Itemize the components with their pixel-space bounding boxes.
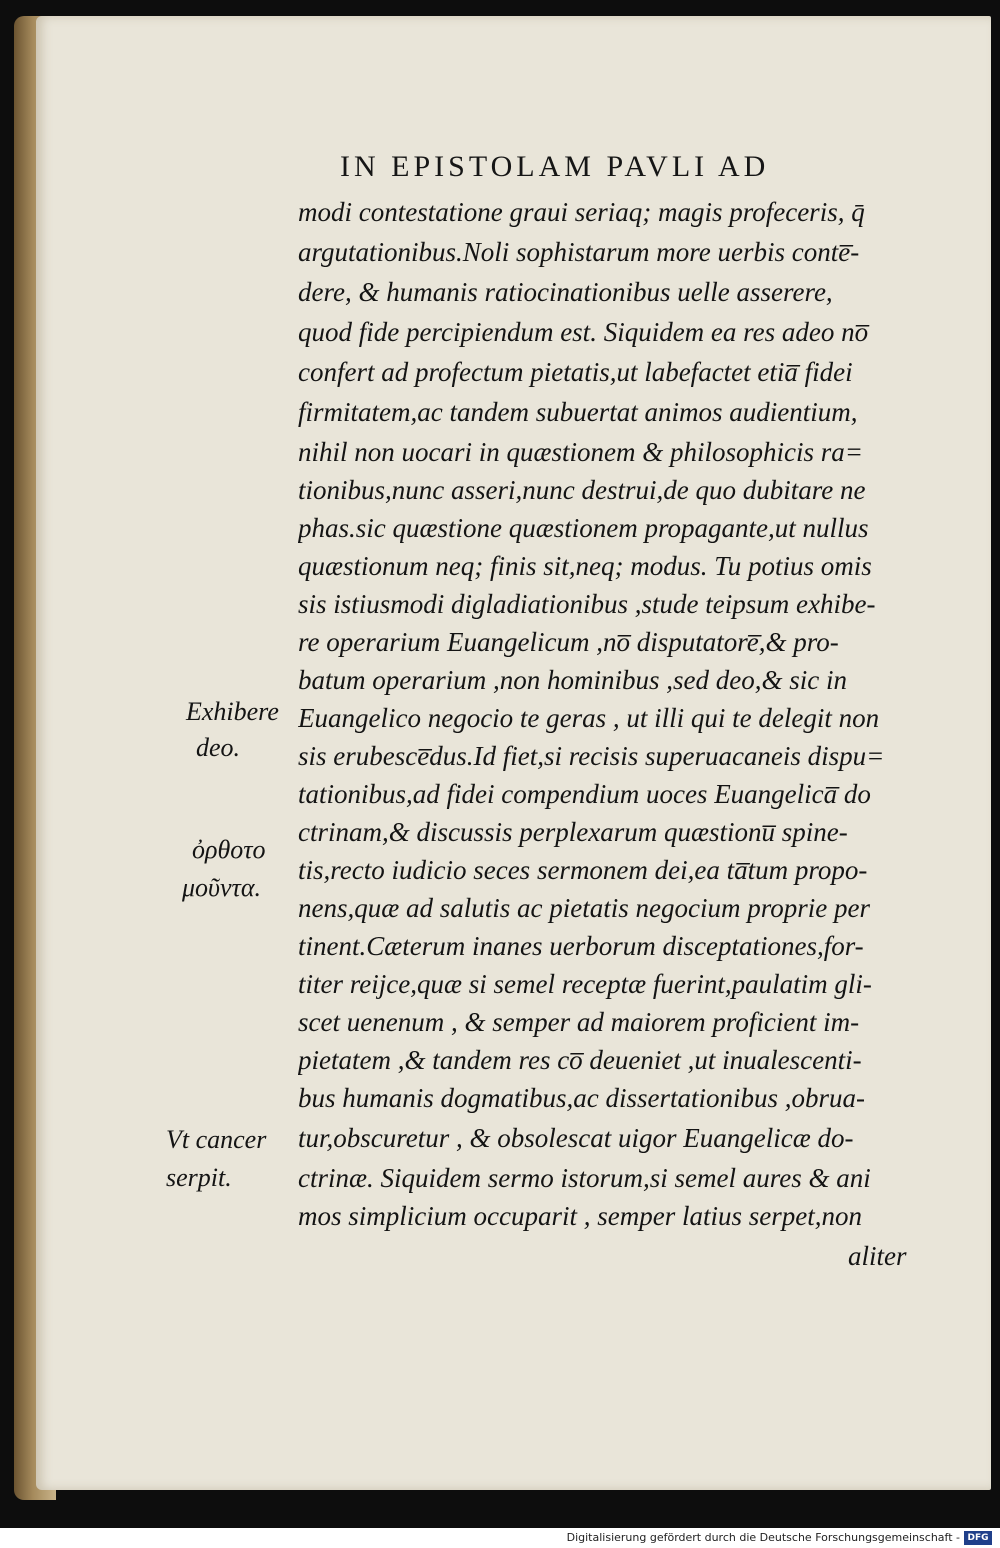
text-line: confert ad profectum pietatis,ut labefactet etia̅ fidei <box>298 357 853 387</box>
text-line: firmitatem,ac tandem subuertat animos audientium, <box>298 397 858 427</box>
text-line: modi contestatione graui seriaq; magis profeceris, q̄ <box>298 197 865 227</box>
text-line: ctrinæ. Siquidem sermo istorum,si semel aures & ani <box>298 1163 871 1193</box>
text-line: quod fide percipiendum est. Siquidem ea res adeo no̅ <box>298 317 869 347</box>
text-line: bus humanis dogmatibus,ac dissertationibus ,obrua- <box>298 1083 866 1113</box>
text-line: tinent.Cæterum inanes uerborum disceptationes,for- <box>298 931 864 961</box>
running-head: IN EPISTOLAM PAVLI AD <box>340 150 770 183</box>
text-line: ctrinam,& discussis perplexarum quæstionu̅ spine- <box>298 817 848 847</box>
text-line: Euangelico negocio te geras , ut illi qui te delegit non <box>298 703 880 733</box>
margin-note: ὀρθοτο <box>192 835 266 864</box>
text-line: batum operarium ,non hominibus ,sed deo,& sic in <box>298 665 847 695</box>
margin-note: Vt cancer <box>166 1125 267 1154</box>
text-line: scet uenenum , & semper ad maiorem proficient im- <box>298 1007 860 1037</box>
text-line: dere, & humanis ratiocinationibus uelle asserere, <box>298 277 833 307</box>
funding-credit: Digitalisierung gefördert durch die Deutsche Forschungsgemeinschaft - <box>566 1531 960 1544</box>
text-line: titer reijce,quæ si semel receptæ fuerint,paulatim gli- <box>298 969 872 999</box>
text-line: pietatem ,& tandem res co̅ deueniet ,ut inualescenti- <box>298 1045 862 1075</box>
text-line: nens,quæ ad salutis ac pietatis negocium proprie per <box>298 893 870 923</box>
margin-note: deo. <box>196 733 241 762</box>
catchword: aliter <box>848 1241 907 1271</box>
dfg-logo: DFG <box>964 1531 992 1545</box>
text-line: tionibus,nunc asseri,nunc destrui,de quo dubitare ne <box>298 475 866 505</box>
text-line: argutationibus.Noli sophistarum more uerbis conte̅- <box>298 237 860 267</box>
text-line: phas.sic quæstione quæstionem propagante,ut nullus <box>298 513 869 543</box>
text-line: tationibus,ad fidei compendium uoces Euangelica̅ do <box>298 779 871 809</box>
text-line: tur,obscuretur , & obsolescat uigor Euangelicæ do- <box>298 1123 854 1153</box>
margin-note: serpit. <box>166 1163 232 1192</box>
text-line: tis,recto iudicio seces sermonem dei,ea ta̅tum propo- <box>298 855 868 885</box>
text-line: nihil non uocari in quæstionem & philosophicis ra= <box>298 437 863 467</box>
text-line: sis erubesce̅dus.Id fiet,si recisis superuacaneis dispu= <box>298 741 885 771</box>
text-line: mos simplicium occuparit , semper latius serpet,non <box>298 1201 862 1231</box>
text-line: quæstionum neq; finis sit,neq; modus. Tu potius omis <box>298 551 872 581</box>
margin-note: Exhibere <box>186 697 279 726</box>
margin-note: μοῦντα. <box>182 873 261 902</box>
text-line: sis istiusmodi digladiationibus ,stude teipsum exhibe- <box>298 589 876 619</box>
text-line: re operarium Euangelicum ,no̅ disputatore̅,& pro- <box>298 627 839 657</box>
footer-bar <box>0 1528 1000 1548</box>
